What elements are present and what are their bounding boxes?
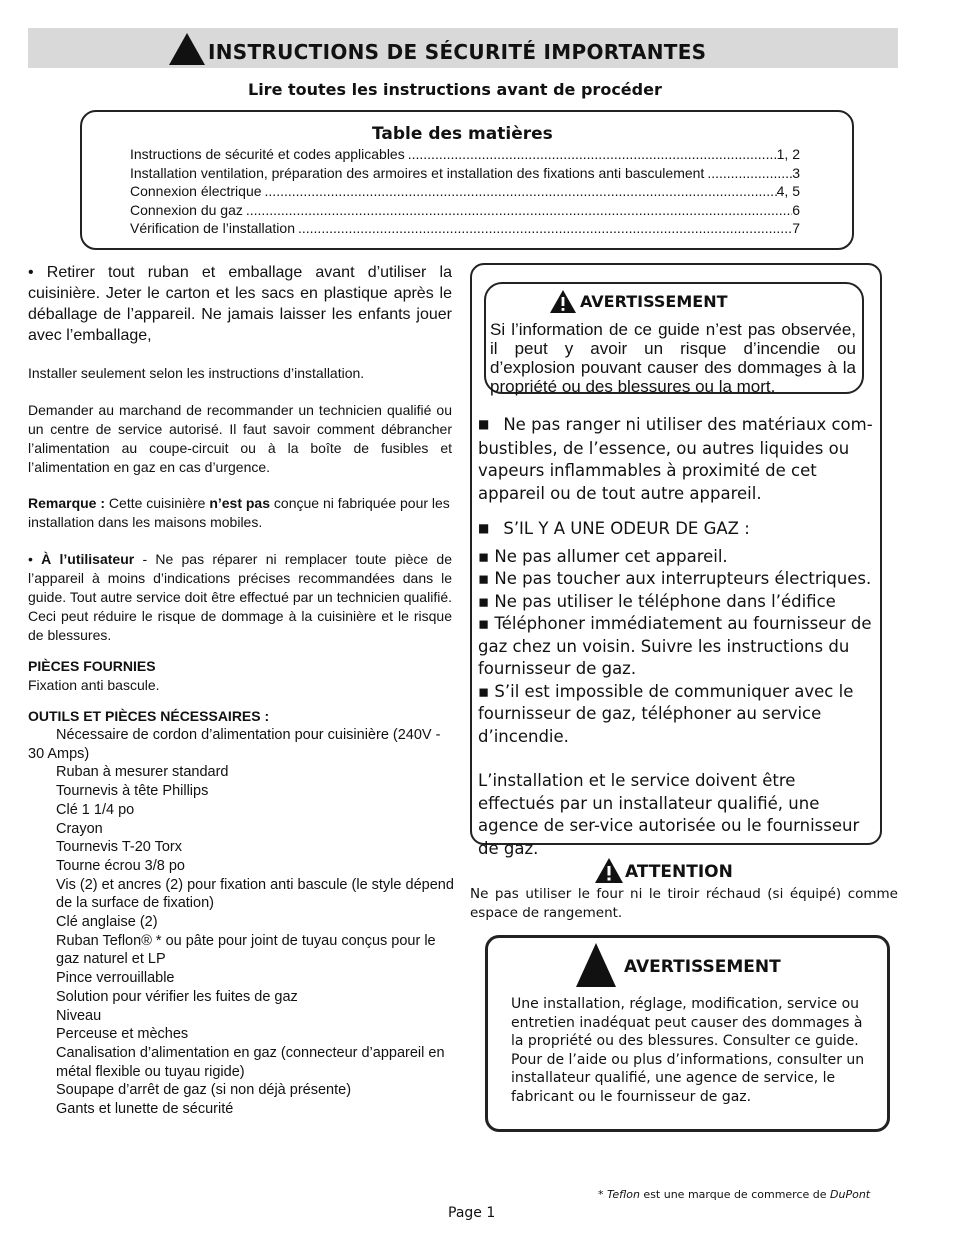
gas-odor-heading: ■ S’IL Y A UNE ODEUR DE GAZ : — [478, 518, 876, 542]
trademark-footnote: * Teflon est une marque de commerce de DuPont — [598, 1188, 871, 1201]
list-item: Ruban à mesurer standard — [56, 764, 229, 781]
gas-step: ▪ Ne pas allumer cet appareil. — [478, 546, 728, 566]
install-note: Installer seulement selon les instructions d’installation. — [28, 365, 365, 381]
flammables-note: ■ Ne pas ranger ni utiliser des matériaux com-bustibles, de l’essence, ou autres liquides ou vapeurs inflammables à proximité de cet appareil ou de tout autre appareil. — [478, 414, 876, 505]
list-item: Gants et lunette de sécurité — [56, 1101, 234, 1118]
gas-step: ▪ Ne pas utiliser le téléphone dans l’édifice — [478, 591, 836, 611]
page-number: Page 1 — [448, 1205, 496, 1221]
parts-supplied-heading: PIÈCES FOURNIES — [28, 658, 156, 674]
list-item: Soupape d’arrêt de gaz (si non déjà présente) — [56, 1082, 352, 1099]
list-item: Tournevis à tête Phillips — [56, 783, 209, 800]
list-item: Clé 1 1/4 po — [56, 801, 135, 818]
warning-triangle-icon — [168, 32, 206, 66]
tools-heading: OUTILS ET PIÈCES NÉCESSAIRES : — [28, 708, 270, 724]
list-item: Crayon — [56, 820, 103, 837]
warning-title: AVERTISSEMENT — [580, 292, 728, 311]
toc-item: Connexion du gaz ..... 6 — [130, 201, 800, 220]
list-item: Canalisation d’alimentation en gaz (connecteur d’appareil en métal flexible ou tuyau rigide) — [56, 1044, 445, 1080]
list-item: Nécessaire de cordon d’alimentation pour cuisinière (240V - 30 Amps) — [28, 727, 441, 762]
gas-step: ▪ S’il est impossible de communiquer avec le fournisseur de gaz, téléphoner au service d’incendie. — [478, 681, 854, 746]
toc-item: Vérification de l’installation ..... 7 — [130, 219, 800, 238]
warning-title: AVERTISSEMENT — [624, 957, 781, 977]
warning-text: Une installation, réglage, modification, service ou entretien inadéquat peut causer des dommages à la propriété ou des blessures. Consulter ce guide. Pour de l’aide ou plus d’informations, consulter un installateur qualifié, une agence de service, le fabricant ou le fournisseur de gaz. — [511, 996, 865, 1105]
tools-list — [28, 726, 454, 1119]
user-note: • À l’utilisateur - Ne pas réparer ni remplacer toute pièce de l’appareil à moins d’indications précises recommandées dans le guide. Tout autre service doit être effectué par un technicien qualifié. Ceci peut réduire le risque de dommage à la cuisinière et le risque de blessures. — [28, 551, 452, 643]
attention-title: ATTENTION — [625, 862, 733, 882]
gas-safety-text — [478, 414, 876, 860]
technician-note: Demander au marchand de recommander un technicien qualifié ou un centre de service autorisé. Il faut savoir comment débrancher l’alimentation au coupe-circuit ou à la boîte de fusibles et l’alimentation en gaz en cas d’urgence. — [28, 402, 452, 475]
attention-text: Ne pas utiliser le four ni le tiroir réchaud (si équipé) comme espace de rangement. — [470, 886, 898, 921]
warning-text: Si l’information de ce guide n’est pas observée, il peut y avoir un risque d’incendie ou d’explosion pouvant causer des dommages à la propriété ou des blessures ou la mort. — [490, 320, 856, 396]
parts-supplied-value: Fixation anti bascule. — [28, 677, 160, 693]
list-item: Vis (2) et ancres (2) pour fixation anti bascule (le style dépend de la surface de fixation) — [56, 876, 454, 912]
warning-triangle-icon — [575, 942, 617, 988]
gas-step: ▪ Téléphoner immédiatement au fournisseur de gaz chez un voisin. Suivre les instructions du fournisseur de gaz. — [478, 614, 872, 678]
toc-list — [130, 145, 800, 238]
list-item: Perceuse et mèches — [56, 1026, 189, 1043]
list-item: Tourne écrou 3/8 po — [56, 857, 185, 874]
warning-triangle-icon — [549, 289, 577, 314]
list-item: Tournevis T-20 Torx — [56, 839, 182, 856]
page-title: INSTRUCTIONS DE SÉCURITÉ IMPORTANTES — [208, 40, 707, 64]
mobile-home-note: Remarque : Cette cuisinière n’est pas conçue ni fabriquée pour les installation dans les maisons mobiles. — [28, 495, 450, 530]
page-subtitle: Lire toutes les instructions avant de procéder — [248, 80, 662, 99]
toc-item: Connexion électrique ..... 4, 5 — [130, 182, 800, 201]
list-item: Niveau — [56, 1007, 102, 1024]
service-note: L’installation et le service doivent être effectués par un installateur qualifié, une agence de ser-vice autorisée ou le fournisseur de gaz. — [478, 771, 860, 858]
list-item: Clé anglaise (2) — [56, 914, 158, 931]
toc-item: Instructions de sécurité et codes applicables ..... 1, 2 — [130, 145, 800, 164]
list-item: Solution pour vérifier les fuites de gaz — [56, 988, 298, 1005]
unpacking-instructions: • Retirer tout ruban et emballage avant d’utiliser la cuisinière. Jeter le carton et les sacs en plastique après le déballage de l’appareil. Ne jamais laisser les enfants jouer avec l’emballage, — [28, 264, 452, 344]
list-item: Ruban Teflon® * ou pâte pour joint de tuyau conçus pour le gaz naturel et LP — [56, 932, 436, 968]
toc-item: Installation ventilation, préparation des armoires et installation des fixations anti basculement ..... 3 — [130, 164, 800, 183]
list-item: Pince verrouillable — [56, 970, 175, 987]
gas-step: ▪ Ne pas toucher aux interrupteurs électriques. — [478, 569, 872, 588]
warning-triangle-icon — [594, 857, 624, 884]
toc-title: Table des matières — [372, 124, 553, 144]
